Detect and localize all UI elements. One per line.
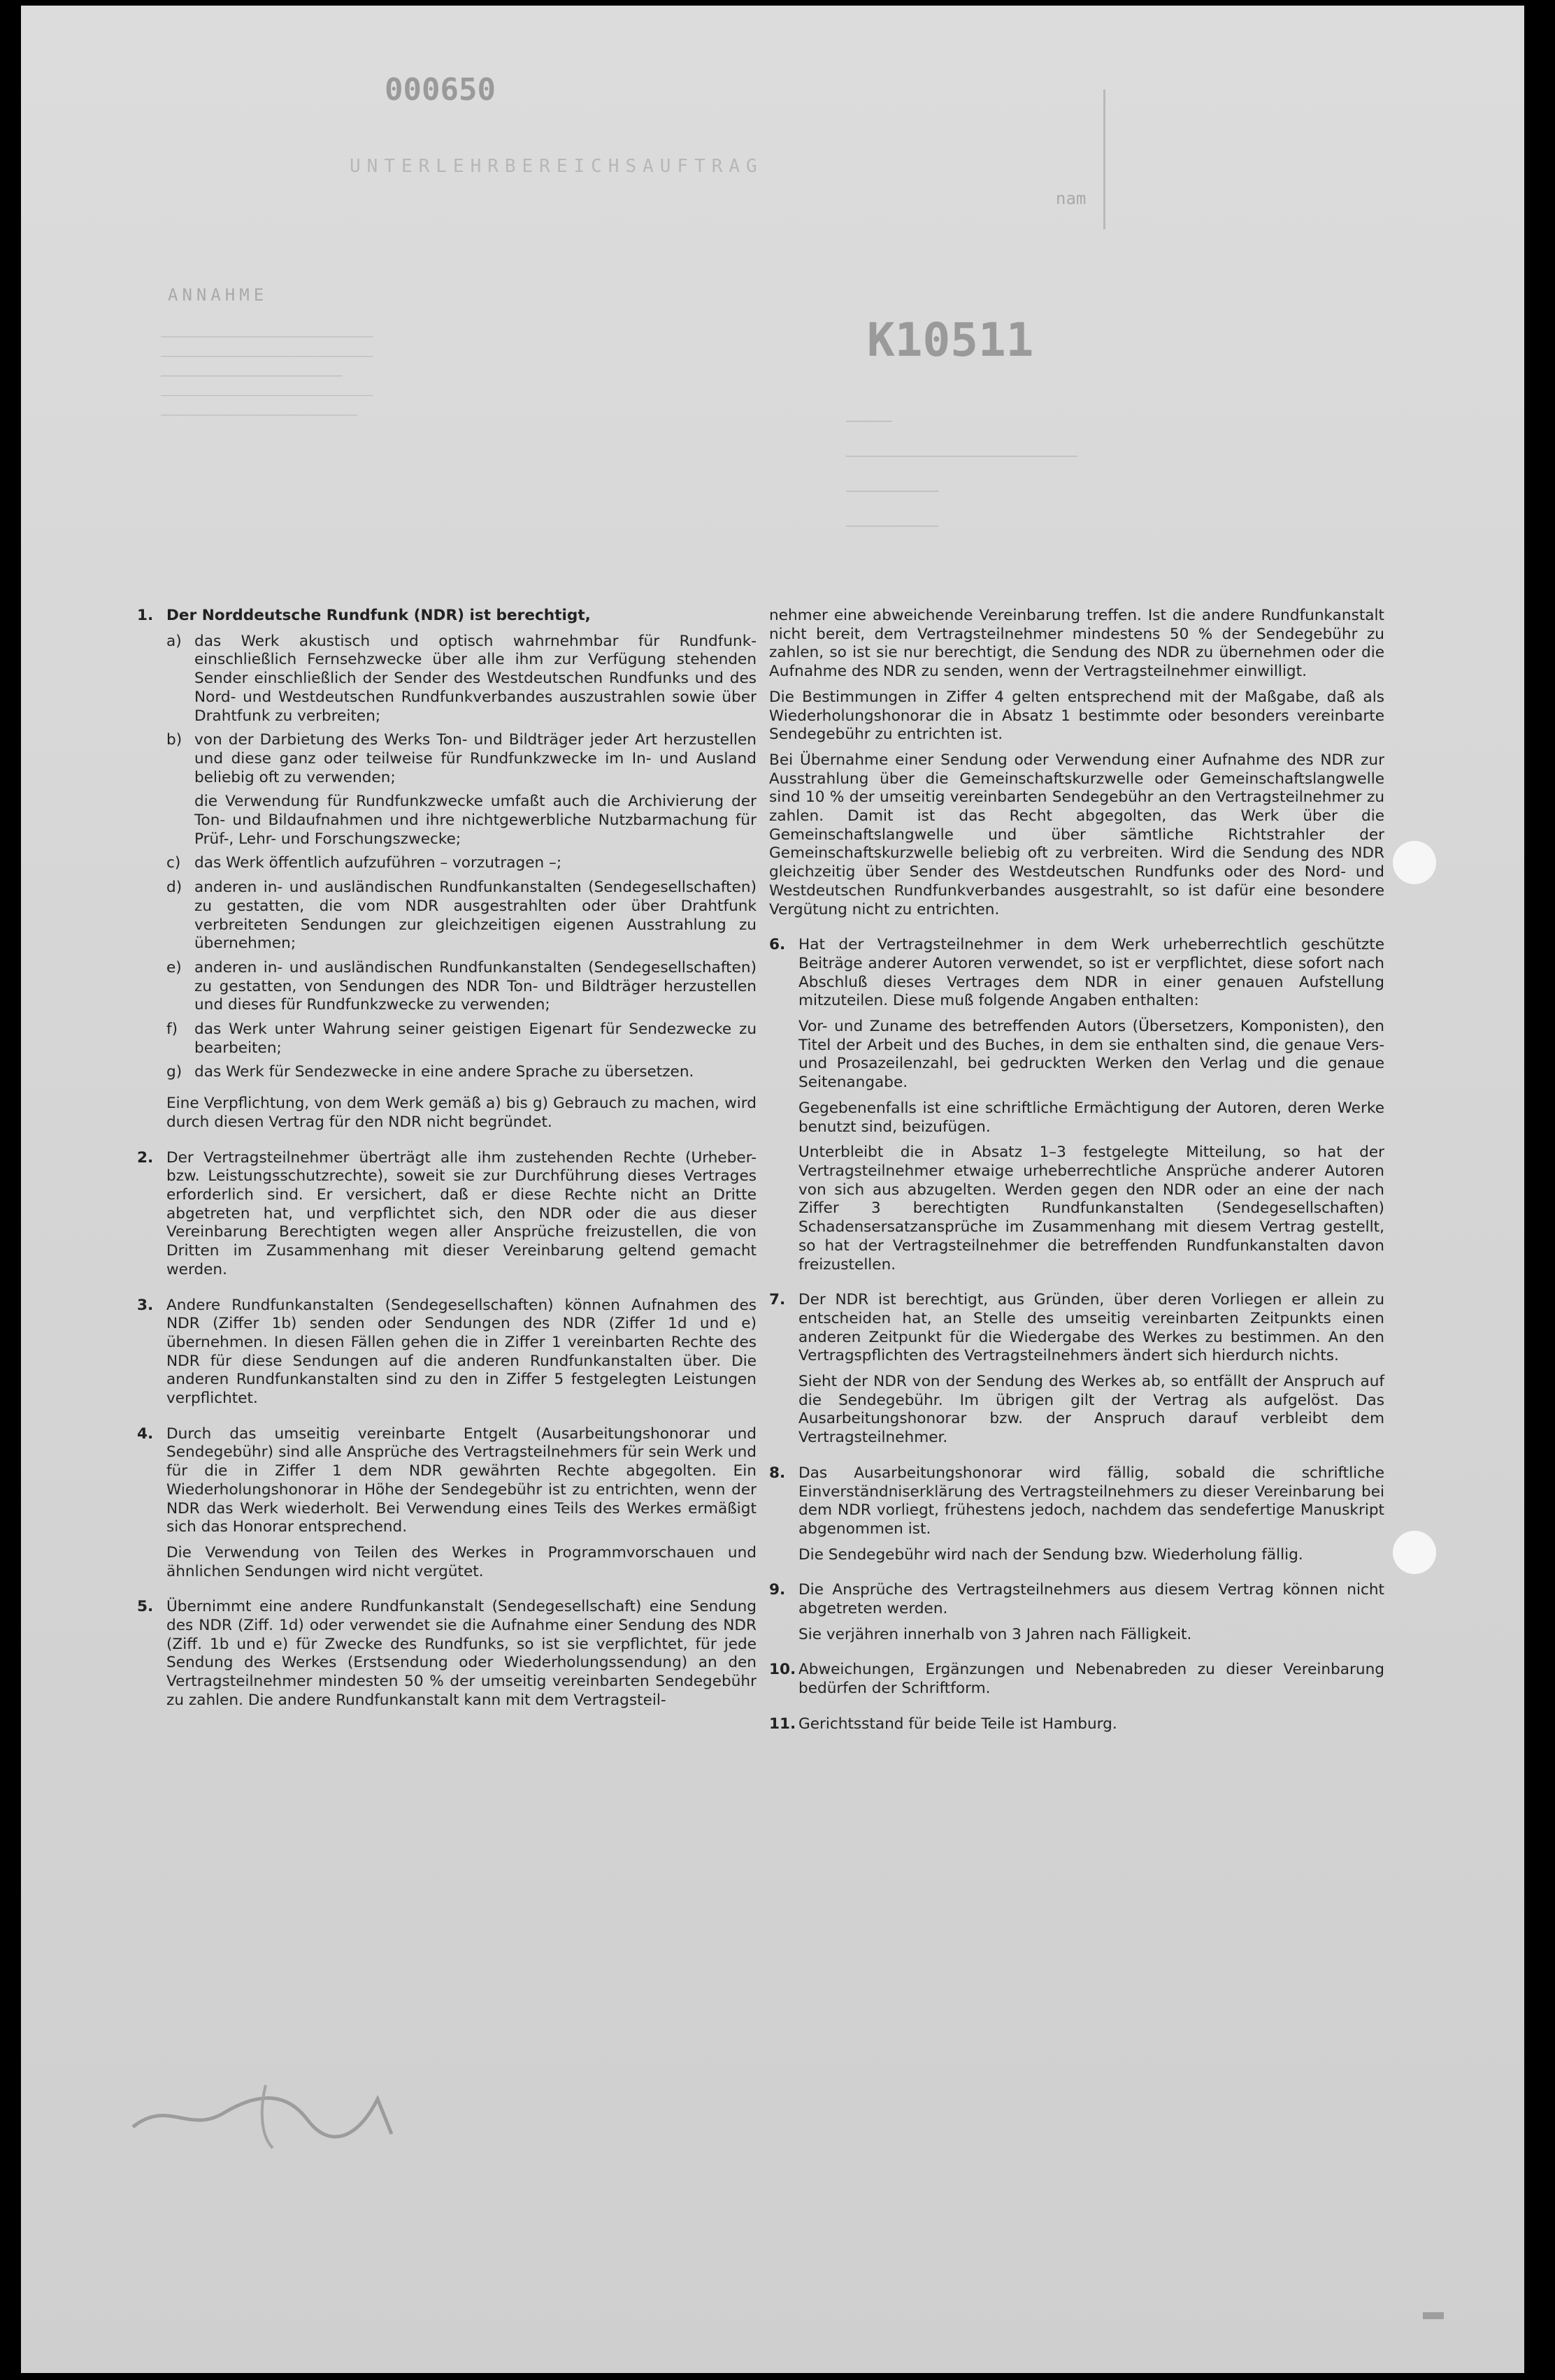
clause-9 [769,1581,1384,1651]
ghost-big-code: K10511 [867,313,1034,367]
clause-5-continued [769,607,1384,926]
clause-number: 2. [137,1148,154,1167]
signature-show-through [126,2071,420,2155]
punch-hole-upper [1393,841,1436,884]
clause-paragraph: nehmer eine abweichende Vereinbarung treffen. Ist die andere Rundfunkanstalt nicht bereit, dem Vertragsteilnehmer mindestens 50 % der Sendegebühr zu zahlen, so ist sie nur berechtigt, die Sendung des NDR zu übernehmen oder die Aufnahme des NDR zu senden, wenn der Vertragsteilnehmer einwilligt. [769,607,1384,681]
clause-paragraph: Durch das umseitig vereinbarte Entgelt (Ausarbeitungshonorar und Sendegebühr) sind alle Ansprüche des Vertragsteilnehmers für sein Werk und für die in Ziffer 1 dem NDR gewährten Rechte abgegolten. Ein Wiederholungshonorar in Höhe der Sendegebühr ist zu entrichten, wenn der NDR das Werk wiederholt. Bei Verwendung eines Teils des Werkes ermäßigt sich das Honorar entsprechend. [166,1425,757,1536]
clause-paragraph: Der Vertragsteilnehmer überträgt alle ihm zustehenden Rechte (Urheber- bzw. Leistungsschutzrechte), soweit sie zur Durchführung dieses Vertrages erforderlich sind. Er versichert, daß er diese Rechte nicht an Dritte abgetreten hat, und verpflichtet sich, den NDR oder die aus dieser Vereinbarung Berechtigten wegen aller Ansprüche freizustellen, die von Dritten im Zusammenhang mit dieser Vereinbarung geltend gemacht werden. [166,1148,757,1278]
clause-paragraph: Gerichtsstand für beide Teile ist Hamburg. [798,1715,1117,1733]
clause-7 [769,1291,1384,1455]
clause-paragraph: Hat der Vertragsteilnehmer in dem Werk urheberrechtlich geschützte Beiträge anderer Autoren verwendet, so ist er verpflichtet, diese sofort nach Abschluß dieses Vertrages dem NDR in einer genauen Aufstellung mitzuteilen. Diese muß folgende Angaben enthalten: [798,936,1384,1010]
subclause-c: c) das Werk öffentlich aufzuführen – vorzutragen –; [166,854,562,872]
clause-number: 9. [769,1581,786,1599]
subclause-b: b) von der Darbietung des Werks Ton- und Bildträger jeder Art herzustellen und diese ganz oder teilweise für Rundfunkzwecke im In- und Ausland beliebig oft zu verwenden; [166,731,757,786]
ghost-mark-left: ANNAHME [168,285,268,305]
clause-paragraph: Unterbleibt die in Absatz 1–3 festgelegte Mitteilung, so hat der Vertragsteilnehmer etwaige urheberrechtliche Ansprüche anderer Autoren von sich aus abzugelten. Werden gegen den NDR oder an eine der nach Ziffer 3 berechtigten Rundfunkanstalten (Sendegesellschaften) Schadensersatzansprüche im Zusammenhang mit diesem Vertrag gestellt, so hat der Vertragsteilnehmer die betreffenden Rundfunkanstalten davon freizustellen. [798,1144,1384,1274]
subclause-g: g) das Werk für Sendezwecke in eine andere Sprache zu übersetzen. [166,1063,694,1081]
ghost-name-block: ––––– ––––––––––––––––––––––––– –––––––––– –––––––––– [846,412,1078,535]
clause-paragraph: Sieht der NDR von der Sendung des Werkes ab, so entfällt der Anspruch auf die Sendegebühr. Im übrigen gilt der Vertrag als aufgelöst. Das Ausarbeitungshonorar bzw. der Anspruch darauf verbleibt dem Vertragsteilnehmer. [798,1373,1384,1447]
clause-paragraph: Andere Rundfunkanstalten (Sendegesellschaften) können Aufnahmen des NDR (Ziffer 1b) senden oder Sendungen des NDR (Ziffer 1d und e) übernehmen. In diesen Fällen gehen die in Ziffer 1 vereinbarten Rechte des NDR für diese Sendungen auf die anderen Rundfunkanstalten über. Die anderen Rundfunkanstalten sind zu den in Ziffer 5 festgelegten Leistungen verpflichtet. [166,1296,757,1408]
punch-hole-lower [1393,1531,1436,1574]
clause-number: 8. [769,1464,786,1482]
clause-paragraph: Übernimmt eine andere Rundfunkanstalt (Sendegesellschaft) eine Sendung des NDR (Ziff. 1d) oder verwendet sie die Aufnahme einer Sendung des NDR (Ziff. 1b und e) für Zwecke des Rundfunks, so ist sie verpflichtet, für jede Sendung des Werkes (Erstsendung oder Wiederholungssendung) an den Vertragsteilnehmer mindesten 50 % der umseitig vereinbarten Sendegebühr zu zahlen. Die andere Rundfunkanstalt kann mit dem Vertragsteil- [166,1598,757,1709]
clause-6 [769,936,1384,1281]
clause-paragraph: Die Ansprüche des Vertragsteilnehmers aus diesem Vertrag können nicht abgetreten werden. [798,1581,1384,1618]
clause-paragraph: Der NDR ist berechtigt, aus Gründen, über deren Vorliegen er allein zu entscheiden hat, an Stelle des umseitig vereinbarten Zeitpunkts einen anderen Zeitpunkt für die Wiedergabe des Werkes zu bestimmen. An den Vertragspflichten des Vertragsteilnehmers ändert sich hierdurch nichts. [798,1291,1384,1365]
corner-mark [1423,2312,1444,2319]
subclause-f: f) das Werk unter Wahrung seiner geistigen Eigenart für Sendezwecke zu bearbeiten; [166,1020,757,1057]
clause-paragraph: Bei Übernahme einer Sendung oder Verwendung einer Aufnahme des NDR zur Ausstrahlung über die Gemeinschaftskurzwelle oder Gemeinschaftslangwelle sind 10 % der umseitig vereinbarten Sendegebühr an den Vertragsteilnehmer zu zahlen. Damit ist das Recht abgegolten, das Werk über die Gemeinschaftslangwelle und über sämtliche Richtstrahler der Gemeinschaftskurzwelle beliebig oft zu verbreiten. Wird die Sendung des NDR gleichzeitig über Sender des Westdeutschen Rundfunks oder des Nord- und Westdeutschen Rundfunkverbandes ausgestrahlt, so ist dafür eine besondere Vergütung nicht zu entrichten. [769,751,1384,918]
left-column [137,607,757,1727]
subclause-b-continuation: die Verwendung für Rundfunkzwecke umfaßt auch die Archivierung der Ton- und Bildaufnahmen und ihre nichtgewerbliche Nutzbarmachung für Prüf-, Lehr- und Forschungszwecke; [194,793,757,848]
clause-2 [137,1149,757,1287]
clause-paragraph: Das Ausarbeitungshonorar wird fällig, sobald die schriftliche Einverständniserklärung des Vertragsteilnehmers zu dieser Vereinbarung bei dem NDR vorliegt, frühestens jedoch, nachdem das sendefertige Manuskript abgenommen ist. [798,1464,1384,1538]
clause-number: 6. [769,936,786,954]
ghost-line: UNTERLEHRBEREICHSAUFTRAG [350,156,764,177]
clause-1 [137,607,757,1139]
clause-number: 5. [137,1598,154,1616]
ghost-mark-right: nam [1056,189,1087,208]
clause-paragraph: Abweichungen, Ergänzungen und Nebenabreden zu dieser Vereinbarung bedürfen der Schriftform. [798,1661,1384,1698]
clause-paragraph: Vor- und Zuname des betreffenden Autors (Übersetzers, Komponisten), den Titel der Arbeit und des Buches, in dem sie enthalten sind, die genaue Vers- und Prosazeilenzahl, bei gedruckten Werken den Verlag und die genaue Seitenangabe. [798,1018,1384,1092]
clause-paragraph: Sie verjähren innerhalb von 3 Jahren nach Fälligkeit. [798,1625,1192,1643]
clause-1-closing: Eine Verpflichtung, von dem Werk gemäß a) bis g) Gebrauch zu machen, wird durch diesen Vertrag für den NDR nicht begründet. [166,1095,757,1131]
ghost-top-number: 000650 [385,72,496,108]
clause-number: 11. [769,1715,796,1733]
document-page [21,6,1524,2373]
subclause-e: e) anderen in- und ausländischen Rundfunkanstalten (Sendegesellschaften) zu gestatten, von Sendungen des NDR Ton- und Bildträger herzustellen und dieses für Rundfunkzwecke zu verwenden; [166,958,757,1014]
ghost-address-block: –––––––––––––––––––––––––––– –––––––––––––––––––––––––––– –––––––––––––––––––––––– –––––––––––––––––––––––––––– –––––––––––––––––––––––––– [161,329,373,422]
clause-3 [137,1297,757,1415]
clause-5 [137,1598,757,1717]
subclause-d: d) anderen in- und ausländischen Rundfunkanstalten (Sendegesellschaften) zu gestatten, die vom NDR ausgestrahlten oder über Drahtfunk verbreiteten Sendungen zur gleichzeitigen eigenen Ausstrahlung zu übernehmen; [166,879,757,953]
clause-number: 4. [137,1425,154,1443]
subclause-a: a) das Werk akustisch und optisch wahrnehmbar für Rundfunk- einschließlich Fernsehzwecke über alle ihm zur Verfügung stehenden Sender einschließlich der Sender des Westdeutschen Rundfunks und des Nord- und Westdeutschen Rundfunkverbandes auszustrahlen sowie über Drahtfunk zu verbreiten; [166,632,757,725]
clause-11 [769,1715,1384,1741]
clause-10 [769,1661,1384,1705]
clause-paragraph: Gegebenenfalls ist eine schriftliche Ermächtigung der Autoren, deren Werke benutzt sind, beizufügen. [798,1099,1384,1136]
clause-number: 7. [769,1291,786,1309]
clause-8 [769,1464,1384,1572]
clause-number: 3. [137,1296,154,1314]
fold-line [1103,89,1105,229]
clause-number: 1. [137,607,154,624]
right-column [769,607,1384,1751]
clause-paragraph: Die Bestimmungen in Ziffer 4 gelten entsprechend mit der Maßgabe, daß als Wiederholungshonorar die in Absatz 1 bestimmte oder besonders vereinbarte Sendegebühr zu entrichten ist. [769,688,1384,744]
clause-number: 10. [769,1661,796,1679]
clause-heading: Der Norddeutsche Rundfunk (NDR) ist berechtigt, [166,607,591,624]
clause-paragraph: Die Verwendung von Teilen des Werkes in Programmvorschauen und ähnlichen Sendungen wird nicht vergütet. [166,1543,757,1580]
clause-4 [137,1425,757,1589]
clause-paragraph: Die Sendegebühr wird nach der Sendung bzw. Wiederholung fällig. [798,1545,1303,1564]
